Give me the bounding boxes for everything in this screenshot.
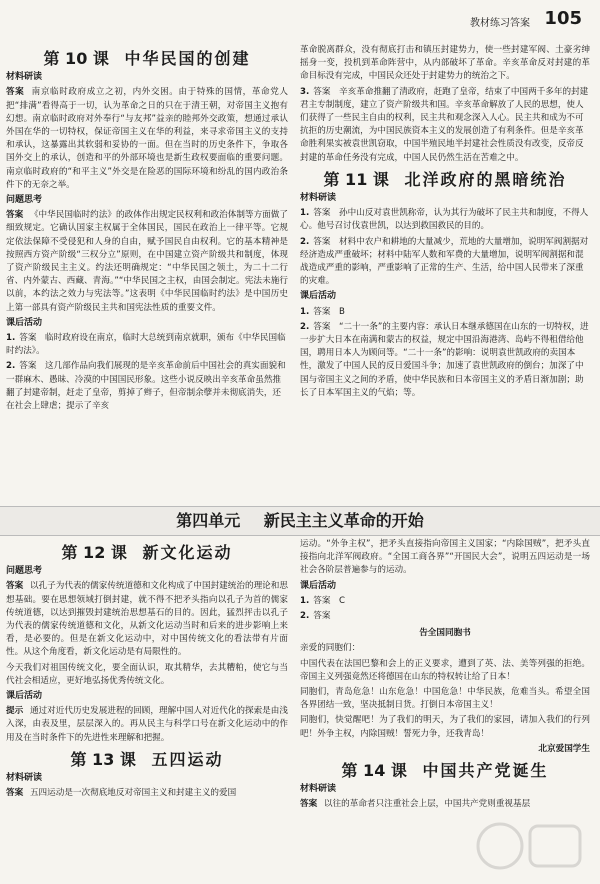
lesson-14-name: 中国共产党诞生 xyxy=(422,761,549,781)
lesson-11-section-2: 课后活动 xyxy=(300,291,337,302)
list-item xyxy=(300,207,590,233)
lesson-12-number: 第 12 课 xyxy=(61,543,127,562)
item-text: 答案 辛亥革命推翻了清政府，赶跑了皇帝，结束了中国两千多年的封建君主专制制度，建立了资产阶级共和国。辛亥革命解放了人民的思想，使人们获得了一些民主自由的权利，民主共和观念深入人心。民主共和成为不可抗拒的历史潮流，为中国民族资本主义的发展创造了有利条件。但是辛亥革命胜利果实被袁世凯窃取，中国半殖民地半封建社会性质没有改变，反帝反封建的革命任务没有完成，中国人民仍然生活在苦难之中。 xyxy=(300,86,589,163)
answer-tag: 答案 xyxy=(6,788,24,799)
lesson-13-para-1 xyxy=(6,787,288,800)
lesson-11-items xyxy=(300,207,590,288)
answer-tag: 答案 xyxy=(6,87,25,98)
answer-tag: 答案 xyxy=(6,210,24,221)
lesson-14-number: 第 14 课 xyxy=(341,761,407,781)
list-item xyxy=(300,306,590,319)
lesson-12-para-3 xyxy=(6,705,288,745)
lesson-10-items xyxy=(6,332,288,413)
answer-tag: 答案 xyxy=(6,581,24,592)
item-number: 2. xyxy=(6,361,16,372)
right-column-top xyxy=(300,44,590,402)
lesson-10-name: 中华民国的创建 xyxy=(124,49,251,68)
lesson-10-section-2: 问题思考 xyxy=(6,195,43,206)
lesson-13-para-1-text: 五四运动是一次彻底地反对帝国主义和封建主义的爱国 xyxy=(29,788,237,799)
right-bottom-para: 运动。“外争主权”，把矛头直接指向帝国主义国家；“内除国贼”，把矛头直接指向北洋军阀政府。“全国工商各界”“开国民大会”，说明五四运动是一场社会各阶层普遍参与的运动。 xyxy=(300,539,590,576)
letter-title: 告全国同胞书 xyxy=(419,628,471,639)
lesson-10-title xyxy=(6,49,288,68)
letter-line: 同胞们，青岛危急！山东危急！中国危急！中华民族，危难当头。希望全国各界团结一致，坚决抵制日货。打倒日本帝国主义！ xyxy=(300,687,590,711)
lesson-14-section-1: 材料研读 xyxy=(300,784,337,795)
list-item xyxy=(6,360,288,413)
answer-2 xyxy=(300,610,590,623)
lesson-10-number: 第 10 课 xyxy=(43,49,109,68)
item-number: 2. xyxy=(300,611,310,622)
answer-tag: 答案 xyxy=(300,799,318,810)
page-number: 105 xyxy=(544,8,582,29)
lesson-13-section-1: 材料研读 xyxy=(6,773,43,784)
item-text: 答案 临时政府设在南京，临时大总统到南京就职，颁布《中华民国临时约法》。 xyxy=(6,333,286,357)
lesson-14-title xyxy=(300,761,590,781)
lesson-12-para-2: 今天我们对祖国传统文化，要全面认识，取其精华，去其糟粕，使它与当代社会相适应，更好地弘扬优秀传统文化。 xyxy=(6,662,288,686)
lesson-14-para-1-text: 以往的革命者只注重社会上层，中国共产党则重视基层 xyxy=(323,799,531,810)
lesson-12-section-2: 课后活动 xyxy=(6,691,43,702)
letter-body xyxy=(300,642,590,756)
right-bottom-section-1: 课后活动 xyxy=(300,580,337,591)
page-header xyxy=(0,8,600,30)
answer-c xyxy=(300,595,590,608)
lesson-12-section-1: 问题思考 xyxy=(6,566,43,577)
lesson-12-para-3-text: 通过对近代历史发展进程的回顾，理解中国人对近代化的探索是由浅入深，由表及里，层层深入的。再从民主与科学口号在新文化运动中的作用及在当时条件下的先进性来理解和把握。 xyxy=(6,706,288,743)
item-number: 2. xyxy=(300,321,310,332)
right-column-bottom xyxy=(300,538,590,814)
item-number: 1. xyxy=(6,333,16,344)
lesson-11-number: 第 11 课 xyxy=(323,169,389,189)
letter-line: 同胞们，快觉醒吧！为了我们的明天，为了我们的家园，请加入我们的行列吧！外争主权，内除国贼！誓死力争，还我青岛！ xyxy=(300,715,590,739)
letter-line: 中国代表在法国巴黎和会上的正义要求，遭到了英、法、美等列强的拒绝。帝国主义列强竟然还将德国在山东的特权转让给了日本！ xyxy=(300,658,590,682)
left-column-top xyxy=(6,44,288,415)
lesson-10-para-2-text: 《中华民国临时约法》的政体作出规定民权利和政治体制等方面做了细致规定。它确认国家主权属于全体国民，国民在政治上一律平等。它规定依法保障不受侵犯和人身的自由，赋予国民自由权利。它的基本精神是按照西方资产阶级“三权分立”原则，在中国建立资产阶级共和制度，体现了资产阶级民主主义。约法还明确规定：“中华民国之领土，为二十二行省、内外蒙古、西藏、青海。”“中华民国之主权，由国会制定。宪法未施行以前，本约法之效力与宪法等。”这表明《中华民国临时约法》是中国历史上第一部具有资产阶级民主共和国宪法性质的重要文件。 xyxy=(6,210,288,313)
list-item xyxy=(300,86,590,165)
lesson-10-section-1: 材料研读 xyxy=(6,72,43,83)
item-text: 答案 xyxy=(313,611,331,622)
item-text: 答案 材料中农户和耕地的大量减少，荒地的大量增加，说明军阀割据对经济造成严重破坏；材料中陆军人数和军费的大量增加，说明军阀割据和混战造成严重的影响，严重影响了正常的生产、生活，给中国人民带来了深重的灾难。 xyxy=(300,236,589,287)
item-text: 答案 “二十一条”的主要内容：承认日本继承德国在山东的一切特权，进一步扩大日本在南满和蒙古的权益，规定中国沿海港湾、岛屿不得租借给他国，聘用日本人为顾问等。“二十一条”的影响：说明袁世凯政府的卖国本性，激发了中国人民的反日爱国斗争；加速了袁世凯政府的倒台；加深了中国与帝国主义之间的矛盾，使中华民族和日本帝国主义的矛盾日渐加剧；助长了日本军国主义的气焰；等。 xyxy=(300,321,589,398)
lesson-14-para-1 xyxy=(300,798,590,811)
right-top-para: 革命脱离群众，没有彻底打击和镇压封建势力，使一些封建军阀、土豪劣绅摇身一变，投机到革命阵营中，从内部破坏了革命。辛亥革命反对封建的革命目标没有完成，中国民众还处于封建势力的统治之下。 xyxy=(300,45,590,82)
lesson-13-number: 第 13 课 xyxy=(70,749,136,769)
lesson-11-title xyxy=(300,169,590,189)
lesson-11-name: 北洋政府的黑暗统治 xyxy=(404,169,567,189)
item-number: 1. xyxy=(300,208,310,219)
item-number: 1. xyxy=(300,306,310,317)
lesson-12-para-1-text: 以孔子为代表的儒家传统道德和文化构成了中国封建统治的理论和思想基础。要在思想领域打倒封建，就不得不把矛头指向以孔子为首的儒家传统道德，以达到摧毁封建统治思想基石的目的。因此，猛烈抨击以孔子为代表的儒家传统道德和文化，从新文化运动当时和后来的进步影响上来看，是必要的。但是在新文化运动中，对中国传统文化的看法带有片面性。从这个角度看，新文化运动是有局限性的。 xyxy=(6,581,288,658)
right-top-items xyxy=(300,86,590,165)
item-text: 答案 C xyxy=(313,595,346,606)
lesson-13-title xyxy=(6,749,288,769)
lesson-10-para-1 xyxy=(6,86,288,192)
lesson-13-name: 五四运动 xyxy=(151,749,224,769)
lesson-12-name: 新文化运动 xyxy=(142,543,233,562)
list-item xyxy=(6,332,288,358)
item-number: 3. xyxy=(300,86,310,97)
item-number: 1. xyxy=(300,595,310,606)
lesson-10-section-3: 课后活动 xyxy=(6,317,43,328)
lesson-12-para-1 xyxy=(6,580,288,659)
lesson-11-items-2 xyxy=(300,306,590,400)
left-column-bottom xyxy=(6,538,288,802)
item-number: 2. xyxy=(300,236,310,247)
watermark-logo xyxy=(470,816,590,876)
lesson-11-section-1: 材料研读 xyxy=(300,193,337,204)
unit-banner xyxy=(0,506,600,536)
list-item xyxy=(300,321,590,400)
item-text: 答案 这几部作品向我们展现的是辛亥革命前后中国社会的真实面貌和一群麻木、愚昧、冷漠的中国国民形象。这些小说反映出辛亥革命虽然推翻了封建帝制，赶走了皇帝，剪掉了辫子，但帝制余孽并未彻底消失，还在社会上肆虐；提示了辛亥 xyxy=(6,361,286,412)
lesson-10-para-1-text: 南京临时政府成立之初，内外交困。由于特殊的国情，革命党人把“排满”看得高于一切，认为革命之日的只在于清王朝，对帝国主义抱有幻想。南京临时政府对外奉行“与友邦”益亲的睦邦外交政策，想通过承认外国在华的一切特权，保证帝国主义在华的利益，来寻求帝国主义的支持和承认，这暴露出其软弱和妥协的一面。但在当时的历史条件下，争取各国外交上的承认，创造和平的外部环境也是新生政权要面临的重要问题。南京临时政府的“和平主义”外交是在险恶的国际环境和纷乱的国内政治条件下的无奈之举。 xyxy=(6,87,288,190)
unit-number: 第四单元 xyxy=(176,511,241,530)
unit-name: 新民主主义革命的开始 xyxy=(263,511,424,530)
letter-signature: 北京爱国学生 xyxy=(538,743,590,754)
list-item xyxy=(300,236,590,289)
hint-tag: 提示 xyxy=(6,706,24,717)
letter-line: 亲爱的同胞们： xyxy=(300,643,361,654)
lesson-10-para-2 xyxy=(6,209,288,315)
header-label: 教材练习答案 xyxy=(470,18,530,29)
item-text: 答案 B xyxy=(313,306,345,317)
item-text: 答案 孙中山反对袁世凯称帝，认为其行为破坏了民主共和制度，不得人心。他号召讨伐袁世凯，以达到救国救民的目的。 xyxy=(300,208,589,232)
lesson-12-title xyxy=(6,543,288,562)
